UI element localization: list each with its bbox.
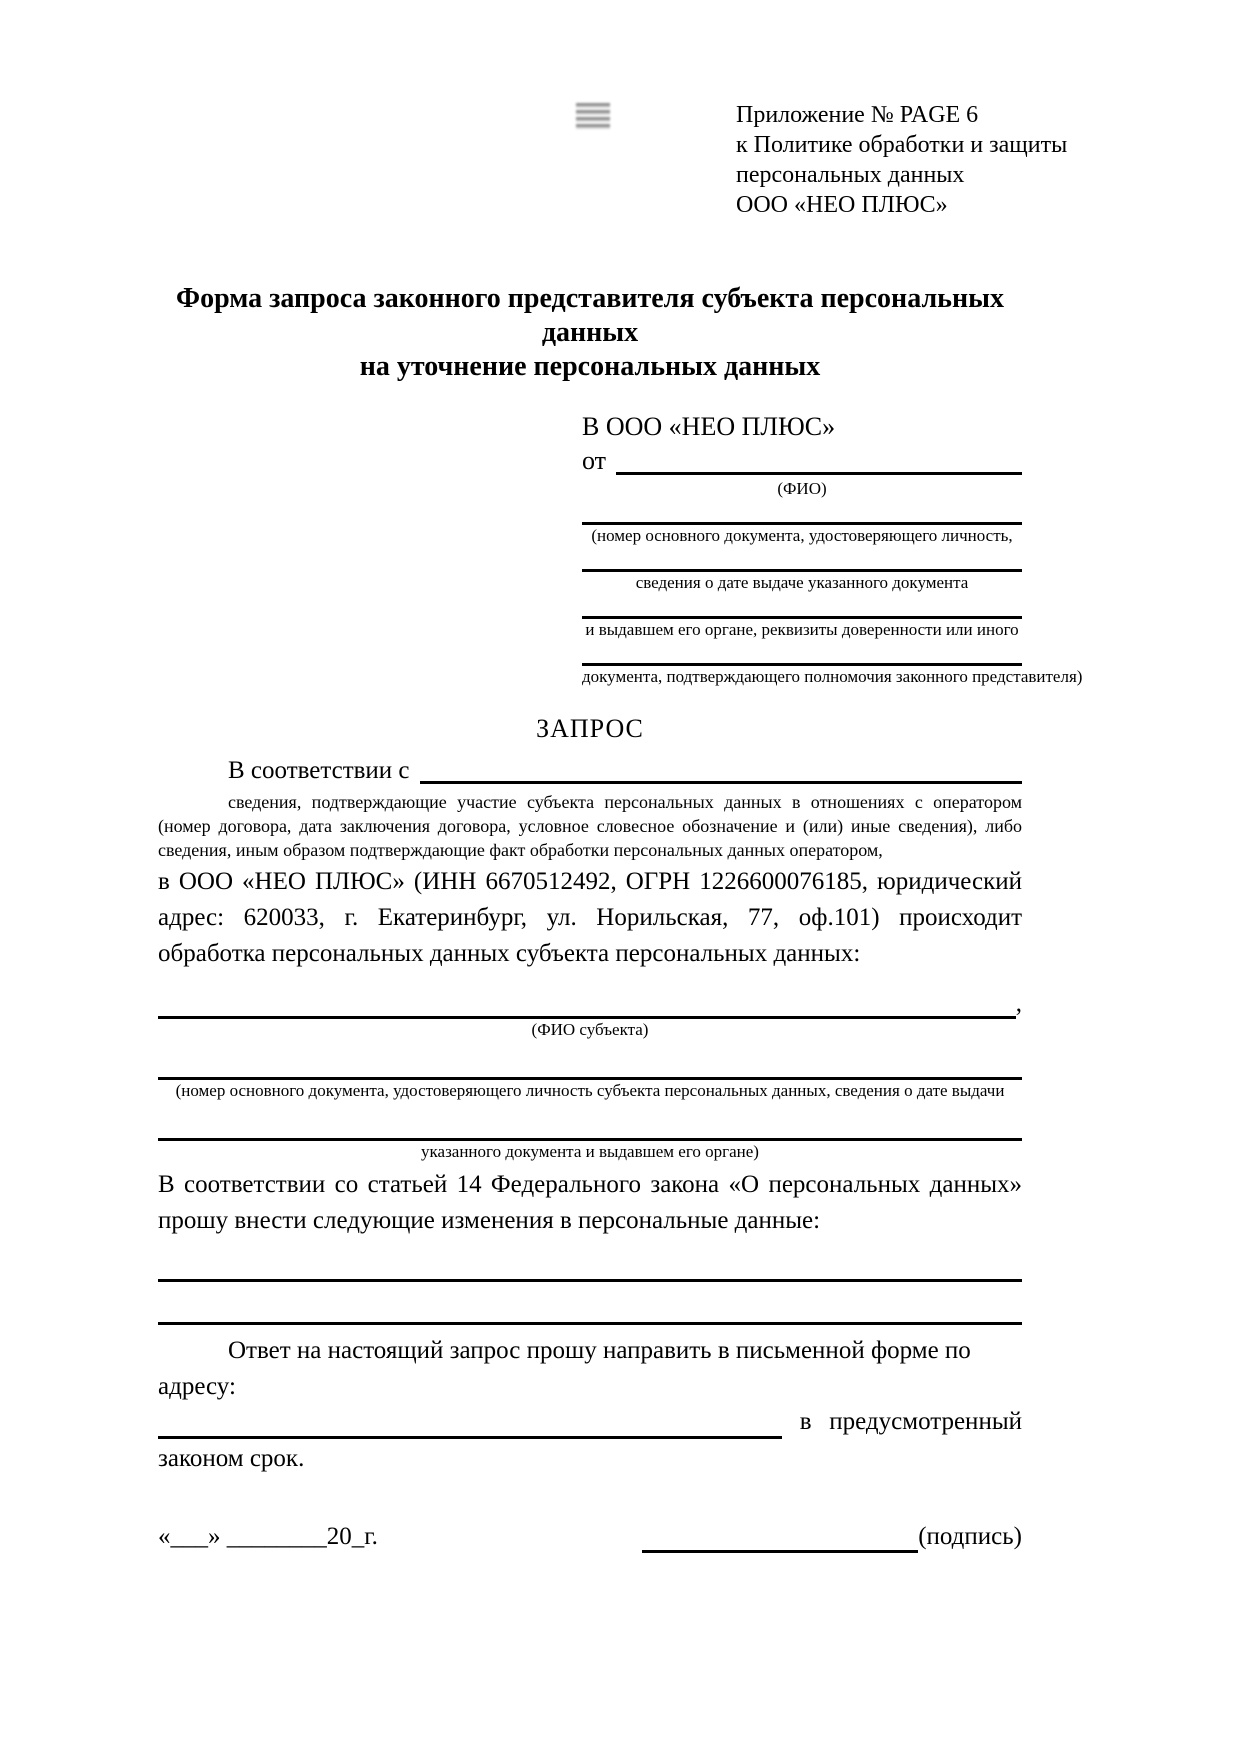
subject-fio-line bbox=[158, 986, 1016, 1019]
fio-caption: (ФИО) bbox=[777, 479, 827, 498]
answer-input-line bbox=[158, 1406, 782, 1439]
rep-doc-caption-2: сведения о дате выдаче указанного документа bbox=[635, 573, 969, 592]
subject-doc-line-2 bbox=[158, 1108, 1022, 1141]
answer-tail: законом срок. bbox=[158, 1445, 305, 1472]
rep-doc-line-2 bbox=[582, 547, 1022, 572]
signature-caption: (подпись) bbox=[918, 1523, 1022, 1550]
footnote-text: сведения, подтверждающие участие субъекта персональных данных в отношениях с оператором (номер договора, дата заключения договора, условное словесное обозначение и (или) иные сведения), либо сведения, иным образом подтверждающие факт обработки персональных данных оператором, bbox=[158, 792, 1022, 860]
lead-text: В соответствии с bbox=[228, 757, 410, 784]
answer-paragraph: Ответ на настоящий запрос прошу направить в письменной форме по адресу: bbox=[158, 1337, 971, 1400]
header-note bbox=[736, 100, 1068, 220]
subject-fio-row bbox=[158, 986, 1022, 1019]
from-input-line bbox=[616, 444, 1022, 475]
article14-paragraph: В соответствии со статьей 14 Федерального закона «О персональных данных» прошу внести следующие изменения в персональные данные: bbox=[158, 1171, 1022, 1234]
company-line: ООО «НЕО ПЛЮС» bbox=[736, 192, 948, 218]
answer-word-v: в bbox=[799, 1408, 812, 1435]
trailing-comma: , bbox=[1015, 990, 1022, 1017]
rep-doc-caption-3: и выдавшем его органе, реквизиты доверенности или иного bbox=[585, 620, 1019, 639]
from-row bbox=[582, 444, 1022, 478]
changes-input-line-1 bbox=[158, 1239, 1022, 1282]
title-line-2: на уточнение персональных данных bbox=[359, 351, 821, 382]
policy-line-1: к Политике обработки и защиты bbox=[736, 132, 1068, 158]
title-line-1: Форма запроса законного представителя субъекта персональных данных bbox=[176, 283, 1004, 348]
policy-line-2: персональных данных bbox=[736, 162, 965, 188]
rep-doc-caption-4: документа, подтверждающего полномочия законного представителя) bbox=[582, 667, 1083, 686]
scan-smudge-icon bbox=[576, 103, 610, 129]
signature-line bbox=[642, 1522, 918, 1553]
footer-row bbox=[158, 1521, 1022, 1553]
rep-doc-line-4 bbox=[582, 641, 1022, 666]
subject-doc-row-1 bbox=[158, 1047, 1022, 1080]
answer-row bbox=[158, 1405, 1022, 1439]
answer-word-predusmotrenny: предусмотренный bbox=[829, 1408, 1022, 1435]
date-line: «___» ________20_г. bbox=[158, 1523, 378, 1550]
rep-doc-caption-1: (номер основного документа, удостоверяющего личность, bbox=[591, 526, 1013, 545]
subject-doc-caption-2: указанного документа и выдавшем его органе) bbox=[421, 1142, 759, 1161]
operator-paragraph: в ООО «НЕО ПЛЮС» (ИНН 6670512492, ОГРН 1226600076185, юридический адрес: 620033, г. Екатеринбург, ул. Норильская, 77, оф.101) происходит обработка персональных данных субъекта персональных данных: bbox=[158, 868, 1022, 967]
subject-doc-line-1 bbox=[158, 1047, 1022, 1080]
request-heading: ЗАПРОС bbox=[536, 714, 644, 743]
appendix-line: Приложение № PAGE 6 bbox=[736, 102, 979, 128]
addressee-to: В ООО «НЕО ПЛЮС» bbox=[582, 412, 836, 441]
addressee-block bbox=[582, 410, 1083, 688]
from-label: от bbox=[582, 446, 607, 475]
rep-doc-line-3 bbox=[582, 594, 1022, 619]
form-title bbox=[158, 282, 1022, 384]
subject-doc-caption-1: (номер основного документа, удостоверяющего личность субъекта персональных данных, сведения о дате выдачи bbox=[175, 1081, 1005, 1100]
lead-input-line bbox=[420, 754, 1022, 784]
changes-input-line-2 bbox=[158, 1282, 1022, 1325]
rep-doc-line-1 bbox=[582, 500, 1022, 525]
subject-doc-row-2 bbox=[158, 1108, 1022, 1141]
lead-row bbox=[158, 754, 1022, 788]
subject-fio-caption: (ФИО субъекта) bbox=[531, 1020, 649, 1039]
signature-group bbox=[642, 1521, 1022, 1553]
